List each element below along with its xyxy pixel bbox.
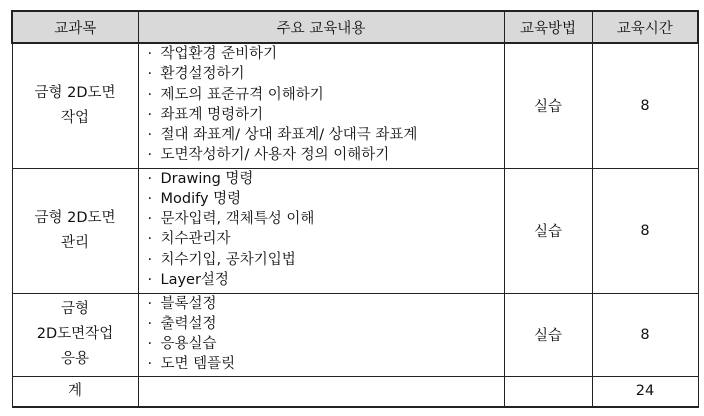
bullet-icon: · xyxy=(147,211,153,228)
bullet-icon: · xyxy=(147,170,153,187)
content-item-text: 좌표계 명령하기 xyxy=(160,106,264,123)
curriculum-table xyxy=(11,10,699,408)
content-item xyxy=(148,169,504,189)
bullet-icon: · xyxy=(147,356,153,373)
bullet-icon: · xyxy=(147,127,153,144)
header-time: 교육시간 xyxy=(592,11,698,43)
content-item xyxy=(148,64,504,84)
course-row xyxy=(12,43,698,168)
content-item xyxy=(148,105,504,125)
content-item xyxy=(148,270,504,290)
content-item xyxy=(148,334,504,354)
content-item xyxy=(148,354,504,374)
bullet-icon: · xyxy=(147,231,153,248)
total-content-cell xyxy=(138,376,504,407)
content-cell xyxy=(138,43,504,168)
content-cell xyxy=(138,168,504,293)
subject-line: 금형 2D도면 xyxy=(34,84,116,101)
bullet-icon: · xyxy=(147,295,153,312)
bullet-icon: · xyxy=(147,147,153,164)
content-item xyxy=(148,44,504,64)
content-cell xyxy=(138,293,504,376)
bullet-icon: · xyxy=(147,336,153,353)
content-item xyxy=(148,314,504,334)
content-item-text: 치수관리자 xyxy=(160,231,231,248)
time-cell: 8 xyxy=(592,43,698,168)
bullet-icon: · xyxy=(147,106,153,123)
bullet-icon: · xyxy=(147,271,153,288)
content-item-text: Layer설정 xyxy=(160,271,229,288)
content-item-text: 문자입력, 객체특성 이해 xyxy=(160,211,315,228)
content-item xyxy=(148,250,504,270)
header-content: 주요 교육내용 xyxy=(138,11,504,43)
time-cell: 8 xyxy=(592,168,698,293)
content-item xyxy=(148,85,504,105)
subject-cell xyxy=(12,43,138,168)
bullet-icon: · xyxy=(147,86,153,103)
course-row xyxy=(12,168,698,293)
subject-line: 2D도면작업 xyxy=(36,326,114,342)
content-item xyxy=(148,145,504,165)
content-item-text: 작업환경 준비하기 xyxy=(160,46,278,62)
content-item xyxy=(148,294,504,314)
method-cell: 실습 xyxy=(504,293,592,376)
content-item-text: Modify 명령 xyxy=(160,190,242,207)
content-item-text: 도면 템플릿 xyxy=(160,356,236,373)
content-item-text: 환경설정하기 xyxy=(160,66,245,83)
content-item-text: 절대 좌표계/ 상대 좌표계/ 상대극 좌표계 xyxy=(160,127,418,144)
subject-cell xyxy=(12,293,138,376)
header-subject: 교과목 xyxy=(12,11,138,43)
content-item-text: Drawing 명령 xyxy=(160,170,254,187)
time-cell: 8 xyxy=(592,293,698,376)
content-item-text: 도면작성하기/ 사용자 정의 이해하기 xyxy=(160,147,390,164)
total-method-cell xyxy=(504,376,592,407)
total-time: 24 xyxy=(592,376,698,407)
bullet-icon: · xyxy=(147,251,153,268)
course-row xyxy=(12,293,698,376)
content-item xyxy=(148,189,504,209)
subject-cell xyxy=(12,168,138,293)
content-item xyxy=(148,125,504,145)
subject-line: 금형 xyxy=(60,301,89,317)
subject-line: 관리 xyxy=(60,234,89,251)
content-item-text: 응용실습 xyxy=(160,336,217,353)
method-cell: 실습 xyxy=(504,168,592,293)
subject-line: 작업 xyxy=(60,109,89,126)
method-cell: 실습 xyxy=(504,43,592,168)
subject-line: 금형 2D도면 xyxy=(34,209,116,226)
bullet-icon: · xyxy=(147,66,153,83)
subject-line: 응용 xyxy=(60,351,89,367)
bullet-icon: · xyxy=(147,190,153,207)
content-item-text: 제도의 표준규격 이해하기 xyxy=(160,86,324,103)
content-item-text: 치수기입, 공차기입법 xyxy=(160,251,296,268)
total-label: 계 xyxy=(12,376,138,407)
total-row xyxy=(12,376,698,407)
content-item-text: 출력설정 xyxy=(160,315,217,332)
header-method: 교육방법 xyxy=(504,11,592,43)
bullet-icon: · xyxy=(147,46,153,62)
header-row xyxy=(12,11,698,43)
content-item xyxy=(148,229,504,249)
content-item xyxy=(148,209,504,229)
bullet-icon: · xyxy=(147,315,153,332)
content-item-text: 블록설정 xyxy=(160,295,217,312)
